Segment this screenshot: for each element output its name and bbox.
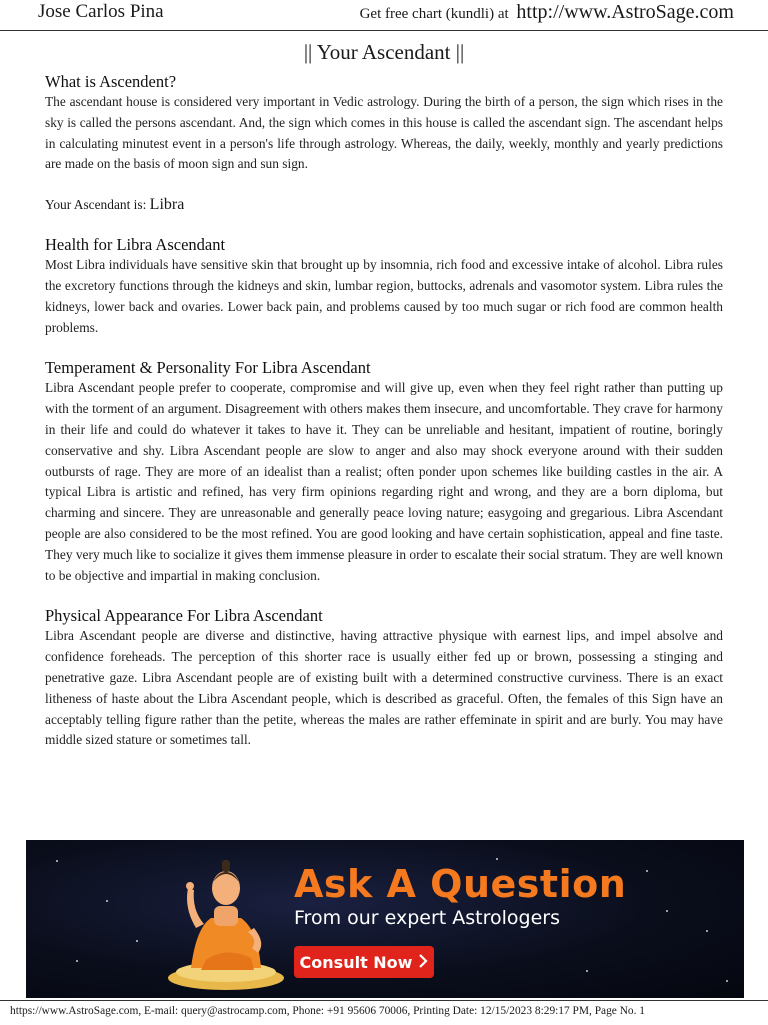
appearance-paragraph: Libra Ascendant people are diverse and distinctive, having attractive physique with earnest lips, and impel absolve and confidence foreheads. The perception of this shorter race is usually either fed up or brown, possessing a stinging and penetrative gaze. Libra Ascendant people are of existing built with a determined constructive curviness. There is an exact litheness of haste about the Libra Ascendant people, which is described as graceful. Often, the females of this Sign have an acceptably telling figure rather than the petite, whereas the males are rather effeminate in spirit and are burly. You may have middle sized stature or sometimes tall. — [45, 628, 723, 748]
appearance-heading: Physical Appearance For Libra Ascendant — [45, 606, 323, 626]
temperament-heading: Temperament & Personality For Libra Ascendant — [45, 358, 371, 378]
page-header — [0, 0, 768, 31]
what-heading: What is Ascendent? — [45, 72, 177, 91]
health-heading: Health for Libra Ascendant — [45, 235, 226, 255]
person-name: Jose Carlos Pina — [38, 1, 164, 22]
ask-question-banner[interactable] — [26, 840, 744, 998]
ascendant-line — [45, 195, 723, 215]
astrologer-illustration — [166, 848, 286, 993]
promo-link[interactable]: http://www.AstroSage.com — [516, 1, 734, 23]
page-footer — [0, 1000, 768, 1025]
promo-text: Get free chart (kundli) at — [359, 6, 509, 22]
header-promo — [360, 1, 734, 24]
temperament-paragraph: Libra Ascendant people prefer to cooperate, compromise and will give up, even when they feel right rather than putting up with the torment of an argument. Disagreement with others makes them insecure, and uncomfortable. They crave for harmony in their life and could do whatever it takes to have it. They can be unreliable and hesitant, impatient of routine, boringly conservative and shy. Libra Ascendant people are slow to anger and also may shock everyone around with their sudden outbursts of rage. They are more of an idealist than a realist; often ponder upon schemes like building castles in the air. A typical Libra is artistic and refined, has very firm opinions regarding right and wrong, and they are a born diploma, but charming and sincere. They are unreasonable and generally peace loving nature; easygoing and gregarious. Libra Ascendant people are also considered to be the most refined. You are good looking and have certain sophistication, appeal and fine taste. They very much like to socialize it gives them immense pleasure in order to escalate their social stratum. They are well known to be objective and impartial in making conclusion. — [45, 380, 723, 583]
ascendant-value: Libra — [149, 196, 185, 214]
document-body — [45, 72, 723, 751]
banner-title: Ask A Question — [294, 862, 627, 906]
consult-now-button[interactable] — [294, 946, 434, 978]
ascendant-label: Your Ascendant is: — [45, 197, 147, 213]
what-paragraph: The ascendant house is considered very important in Vedic astrology. During the birth of a person, the sign which rises in the sky is called the persons ascendant. And, the sign which comes in this house is called the ascendant sign. The ascendant helps in calculating minutest event in a person's life through astrology. Whereas, the daily, weekly, monthly and yearly predictions are made on the basis of moon sign and sun sign. — [45, 94, 723, 172]
page-title: || Your Ascendant || — [303, 40, 465, 64]
footer-text: https://www.AstroSage.com, E-mail: query@astrocamp.com, Phone: +91 95606 70006, Printing Date: 12/15/2023 8:29:17 PM, Page No. 1 — [10, 1005, 646, 1017]
chevron-right-icon — [418, 953, 428, 972]
consult-now-label: Consult Now — [299, 952, 413, 972]
health-paragraph: Most Libra individuals have sensitive skin that brought up by insomnia, rich food and excessive intake of alcohol. Libra rules the excretory functions through the kidneys and skin, lumbar region, buttocks, adrenals and vasomotor system. Libra rules the kidneys, lower back and ovaries. Lower back pain, and problems caused by too much sugar or rich food are common health problems. — [45, 257, 723, 335]
banner-subtitle: From our expert Astrologers — [294, 907, 561, 929]
